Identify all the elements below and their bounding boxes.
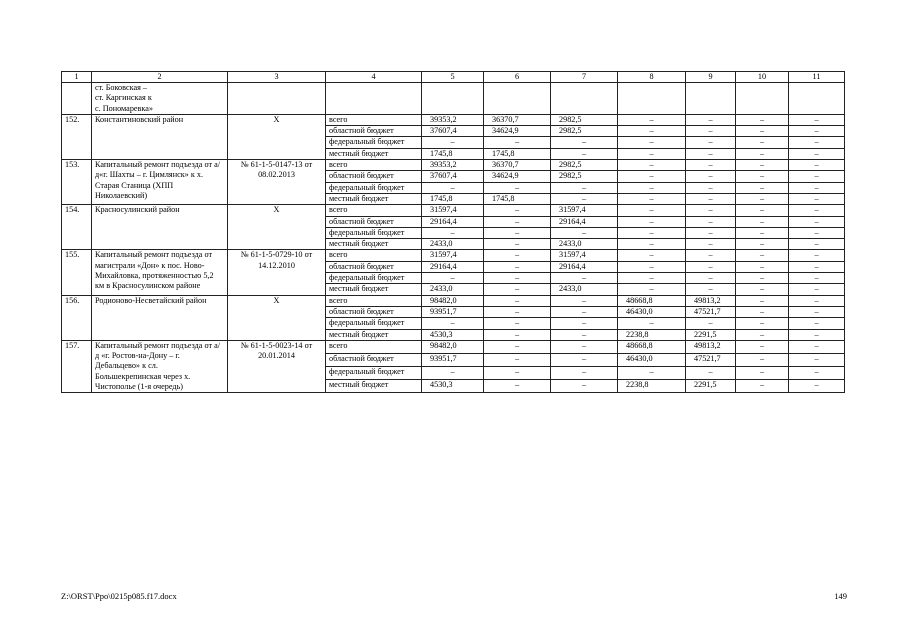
value-cell: – — [736, 250, 789, 261]
value-cell: – — [551, 340, 618, 353]
object-name-cell: Константиновский район — [92, 114, 228, 159]
value-cell: – — [686, 261, 736, 272]
value-cell: – — [484, 306, 551, 317]
value-cell: 2433,0 — [422, 239, 484, 250]
value-cell: – — [789, 193, 845, 204]
value-cell: – — [736, 261, 789, 272]
value-cell: 2982,5 — [551, 126, 618, 137]
value-cell: – — [484, 367, 551, 380]
value-cell: – — [551, 182, 618, 193]
value-cell: 46430,0 — [618, 353, 686, 366]
value-cell: 29164,4 — [422, 216, 484, 227]
value-cell: – — [551, 227, 618, 238]
value-cell: 1745,8 — [484, 148, 551, 159]
object-name-cell: Красносулинский район — [92, 205, 228, 250]
value-cell: 29164,4 — [422, 261, 484, 272]
value-cell: – — [551, 329, 618, 340]
column-header-8: 8 — [618, 72, 686, 83]
value-cell: – — [736, 148, 789, 159]
value-cell: – — [422, 137, 484, 148]
value-cell: – — [686, 205, 736, 216]
value-cell: – — [618, 239, 686, 250]
value-cell: 98482,0 — [422, 295, 484, 306]
value-cell: – — [736, 171, 789, 182]
value-cell: – — [789, 273, 845, 284]
value-cell: 49813,2 — [686, 340, 736, 353]
value-cell: 37607,4 — [422, 171, 484, 182]
value-cell: 2433,0 — [551, 239, 618, 250]
column-header-5: 5 — [422, 72, 484, 83]
value-cell: 31597,4 — [422, 250, 484, 261]
value-cell: – — [484, 284, 551, 295]
value-cell: – — [789, 126, 845, 137]
value-cell: – — [789, 239, 845, 250]
value-cell: – — [736, 160, 789, 171]
value-cell: – — [789, 171, 845, 182]
empty-cell — [686, 83, 736, 115]
value-cell: – — [686, 137, 736, 148]
value-cell: – — [736, 273, 789, 284]
value-cell: – — [422, 182, 484, 193]
value-cell: – — [736, 380, 789, 393]
value-cell: – — [686, 239, 736, 250]
value-cell: 31597,4 — [551, 205, 618, 216]
object-name-cell: Капитальный ремонт подъезда от а/д«г. Шахты – г. Цимлянск» к х. Старая Станица (ХПП Николаевский) — [92, 160, 228, 205]
value-cell: – — [551, 193, 618, 204]
value-cell: – — [736, 216, 789, 227]
document-code-cell: Х — [228, 114, 326, 159]
funding-source-cell: всего — [326, 340, 422, 353]
value-cell: – — [736, 353, 789, 366]
value-cell: – — [736, 126, 789, 137]
value-cell: 1745,8 — [422, 148, 484, 159]
value-cell: – — [551, 353, 618, 366]
funding-source-cell: федеральный бюджет — [326, 182, 422, 193]
value-cell: – — [686, 250, 736, 261]
value-cell: – — [618, 193, 686, 204]
value-cell: 31597,4 — [551, 250, 618, 261]
empty-cell — [326, 83, 422, 115]
funding-source-cell: всего — [326, 114, 422, 125]
continuation-row — [62, 83, 845, 115]
value-cell: – — [789, 137, 845, 148]
value-cell: – — [484, 137, 551, 148]
value-cell: 34624,9 — [484, 171, 551, 182]
funding-source-cell: федеральный бюджет — [326, 367, 422, 380]
funding-source-cell: областной бюджет — [326, 126, 422, 137]
funding-source-cell: всего — [326, 295, 422, 306]
value-cell: – — [686, 171, 736, 182]
value-cell: – — [484, 329, 551, 340]
funding-source-cell: областной бюджет — [326, 353, 422, 366]
value-cell: – — [686, 216, 736, 227]
value-cell: 48668,8 — [618, 340, 686, 353]
value-cell: – — [618, 205, 686, 216]
row-number-cell: 154. — [62, 205, 92, 250]
value-cell: – — [789, 148, 845, 159]
value-cell: – — [789, 205, 845, 216]
object-name-cell: Родионово-Несветайский район — [92, 295, 228, 340]
value-cell: – — [736, 193, 789, 204]
value-cell: 93951,7 — [422, 306, 484, 317]
object-name-cell: ст. Боковская – ст. Каргинская к с. Пономаревка» — [92, 83, 228, 115]
funding-source-cell: всего — [326, 205, 422, 216]
value-cell: – — [789, 284, 845, 295]
value-cell: 2982,5 — [551, 114, 618, 125]
document-code-cell: № 61-1-5-0147-13 от 08.02.2013 — [228, 160, 326, 205]
value-cell: 48668,8 — [618, 295, 686, 306]
value-cell: 36370,7 — [484, 114, 551, 125]
value-cell: – — [618, 250, 686, 261]
value-cell: – — [686, 273, 736, 284]
value-cell: – — [484, 239, 551, 250]
value-cell: – — [686, 284, 736, 295]
value-cell: – — [618, 227, 686, 238]
value-cell: 2238,8 — [618, 380, 686, 393]
value-cell: 2291,5 — [686, 380, 736, 393]
value-cell: 2982,5 — [551, 160, 618, 171]
empty-cell — [228, 83, 326, 115]
column-header-10: 10 — [736, 72, 789, 83]
value-cell: 36370,7 — [484, 160, 551, 171]
table-row — [62, 205, 845, 216]
value-cell: – — [789, 114, 845, 125]
value-cell: 29164,4 — [551, 216, 618, 227]
value-cell: – — [484, 250, 551, 261]
column-header-1: 1 — [62, 72, 92, 83]
table-row — [62, 114, 845, 125]
value-cell: – — [736, 137, 789, 148]
column-header-9: 9 — [686, 72, 736, 83]
value-cell: – — [618, 114, 686, 125]
value-cell: – — [686, 160, 736, 171]
value-cell: – — [484, 216, 551, 227]
row-number-cell: 155. — [62, 250, 92, 295]
empty-cell — [736, 83, 789, 115]
value-cell: – — [686, 318, 736, 329]
empty-cell — [551, 83, 618, 115]
value-cell: 1745,8 — [484, 193, 551, 204]
value-cell: – — [618, 273, 686, 284]
value-cell: – — [618, 284, 686, 295]
funding-source-cell: областной бюджет — [326, 306, 422, 317]
funding-source-cell: местный бюджет — [326, 148, 422, 159]
row-number-cell: 157. — [62, 340, 92, 392]
funding-source-cell: всего — [326, 250, 422, 261]
value-cell: – — [789, 380, 845, 393]
row-number-cell — [62, 83, 92, 115]
row-number-cell: 153. — [62, 160, 92, 205]
value-cell: – — [484, 182, 551, 193]
value-cell: – — [618, 216, 686, 227]
value-cell: 1745,8 — [422, 193, 484, 204]
value-cell: – — [551, 367, 618, 380]
value-cell: – — [789, 353, 845, 366]
table-body — [62, 83, 845, 393]
value-cell: – — [618, 367, 686, 380]
value-cell: 39353,2 — [422, 114, 484, 125]
funding-source-cell: федеральный бюджет — [326, 318, 422, 329]
value-cell: – — [686, 193, 736, 204]
value-cell: 47521,7 — [686, 353, 736, 366]
value-cell: 37607,4 — [422, 126, 484, 137]
value-cell: – — [686, 367, 736, 380]
value-cell: – — [789, 250, 845, 261]
value-cell: – — [789, 306, 845, 317]
value-cell: – — [736, 340, 789, 353]
funding-source-cell: федеральный бюджет — [326, 273, 422, 284]
value-cell: – — [736, 306, 789, 317]
empty-cell — [484, 83, 551, 115]
value-cell: – — [736, 239, 789, 250]
column-header-2: 2 — [92, 72, 228, 83]
value-cell: – — [736, 284, 789, 295]
value-cell: – — [618, 137, 686, 148]
value-cell: 98482,0 — [422, 340, 484, 353]
value-cell: – — [789, 182, 845, 193]
value-cell: 4530,3 — [422, 329, 484, 340]
value-cell: – — [789, 216, 845, 227]
funding-source-cell: местный бюджет — [326, 239, 422, 250]
value-cell: – — [484, 273, 551, 284]
value-cell: – — [422, 273, 484, 284]
value-cell: – — [551, 148, 618, 159]
value-cell: – — [551, 318, 618, 329]
value-cell: – — [551, 380, 618, 393]
column-header-6: 6 — [484, 72, 551, 83]
empty-cell — [618, 83, 686, 115]
value-cell: 93951,7 — [422, 353, 484, 366]
value-cell: 2982,5 — [551, 171, 618, 182]
value-cell: 29164,4 — [551, 261, 618, 272]
value-cell: – — [422, 318, 484, 329]
value-cell: 2238,8 — [618, 329, 686, 340]
page-number: 149 — [834, 591, 847, 601]
funding-source-cell: областной бюджет — [326, 261, 422, 272]
value-cell: – — [789, 340, 845, 353]
column-header-11: 11 — [789, 72, 845, 83]
row-number-cell: 156. — [62, 295, 92, 340]
table-row — [62, 340, 845, 353]
value-cell: – — [736, 367, 789, 380]
value-cell: 2433,0 — [422, 284, 484, 295]
value-cell: – — [789, 227, 845, 238]
value-cell: – — [484, 380, 551, 393]
value-cell: – — [484, 227, 551, 238]
funding-source-cell: федеральный бюджет — [326, 137, 422, 148]
value-cell: 49813,2 — [686, 295, 736, 306]
value-cell: – — [789, 318, 845, 329]
value-cell: – — [736, 227, 789, 238]
value-cell: – — [618, 171, 686, 182]
value-cell: – — [484, 261, 551, 272]
value-cell: – — [736, 114, 789, 125]
value-cell: – — [789, 261, 845, 272]
value-cell: – — [789, 329, 845, 340]
funding-source-cell: местный бюджет — [326, 193, 422, 204]
funding-source-cell: федеральный бюджет — [326, 227, 422, 238]
column-header-4: 4 — [326, 72, 422, 83]
value-cell: – — [736, 205, 789, 216]
value-cell: – — [686, 227, 736, 238]
header-row — [62, 72, 845, 83]
value-cell: – — [736, 318, 789, 329]
value-cell: 46430,0 — [618, 306, 686, 317]
empty-cell — [789, 83, 845, 115]
document-code-cell: № 61-1-5-0023-14 от 20.01.2014 — [228, 340, 326, 392]
value-cell: – — [484, 353, 551, 366]
funding-source-cell: местный бюджет — [326, 380, 422, 393]
value-cell: 4530,3 — [422, 380, 484, 393]
object-name-cell: Капитальный ремонт подъезда от а/д «г. Ростов-на-Дону – г. Дебальцево» к сл. Большекрепинская через х. Чистополье (1-я очередь) — [92, 340, 228, 392]
value-cell: – — [736, 329, 789, 340]
document-code-cell: Х — [228, 205, 326, 250]
value-cell: – — [484, 205, 551, 216]
value-cell: – — [736, 295, 789, 306]
value-cell: – — [422, 227, 484, 238]
value-cell: – — [789, 160, 845, 171]
value-cell: – — [484, 340, 551, 353]
funding-source-cell: областной бюджет — [326, 216, 422, 227]
value-cell: – — [551, 306, 618, 317]
column-header-7: 7 — [551, 72, 618, 83]
value-cell: – — [736, 182, 789, 193]
funding-source-cell: местный бюджет — [326, 329, 422, 340]
value-cell: – — [484, 318, 551, 329]
value-cell: – — [686, 114, 736, 125]
value-cell: 2291,5 — [686, 329, 736, 340]
value-cell: – — [686, 148, 736, 159]
value-cell: – — [551, 137, 618, 148]
budget-table — [61, 71, 845, 393]
value-cell: – — [618, 126, 686, 137]
document-code-cell: № 61-1-5-0729-10 от 14.12.2010 — [228, 250, 326, 295]
funding-source-cell: местный бюджет — [326, 284, 422, 295]
value-cell: 2433,0 — [551, 284, 618, 295]
value-cell: 34624,9 — [484, 126, 551, 137]
file-path: Z:\ORST\Ppo\0215p085.f17.docx — [61, 591, 177, 601]
funding-source-cell: областной бюджет — [326, 171, 422, 182]
value-cell: – — [618, 148, 686, 159]
value-cell: – — [551, 273, 618, 284]
table-row — [62, 250, 845, 261]
table-row — [62, 160, 845, 171]
value-cell: – — [618, 160, 686, 171]
value-cell: – — [484, 295, 551, 306]
table-row — [62, 295, 845, 306]
value-cell: – — [789, 367, 845, 380]
value-cell: – — [618, 182, 686, 193]
value-cell: – — [618, 261, 686, 272]
document-code-cell: Х — [228, 295, 326, 340]
value-cell: – — [789, 295, 845, 306]
value-cell: – — [618, 318, 686, 329]
value-cell: 47521,7 — [686, 306, 736, 317]
value-cell: – — [686, 126, 736, 137]
value-cell: – — [551, 295, 618, 306]
column-header-3: 3 — [228, 72, 326, 83]
value-cell: 31597,4 — [422, 205, 484, 216]
empty-cell — [422, 83, 484, 115]
object-name-cell: Капитальный ремонт подъезда от магистрали «Дон» к пос. Ново-Михайловка, протяженностью 5,2 км в Красносулинском районе — [92, 250, 228, 295]
value-cell: 39353,2 — [422, 160, 484, 171]
funding-source-cell: всего — [326, 160, 422, 171]
row-number-cell: 152. — [62, 114, 92, 159]
value-cell: – — [686, 182, 736, 193]
value-cell: – — [422, 367, 484, 380]
